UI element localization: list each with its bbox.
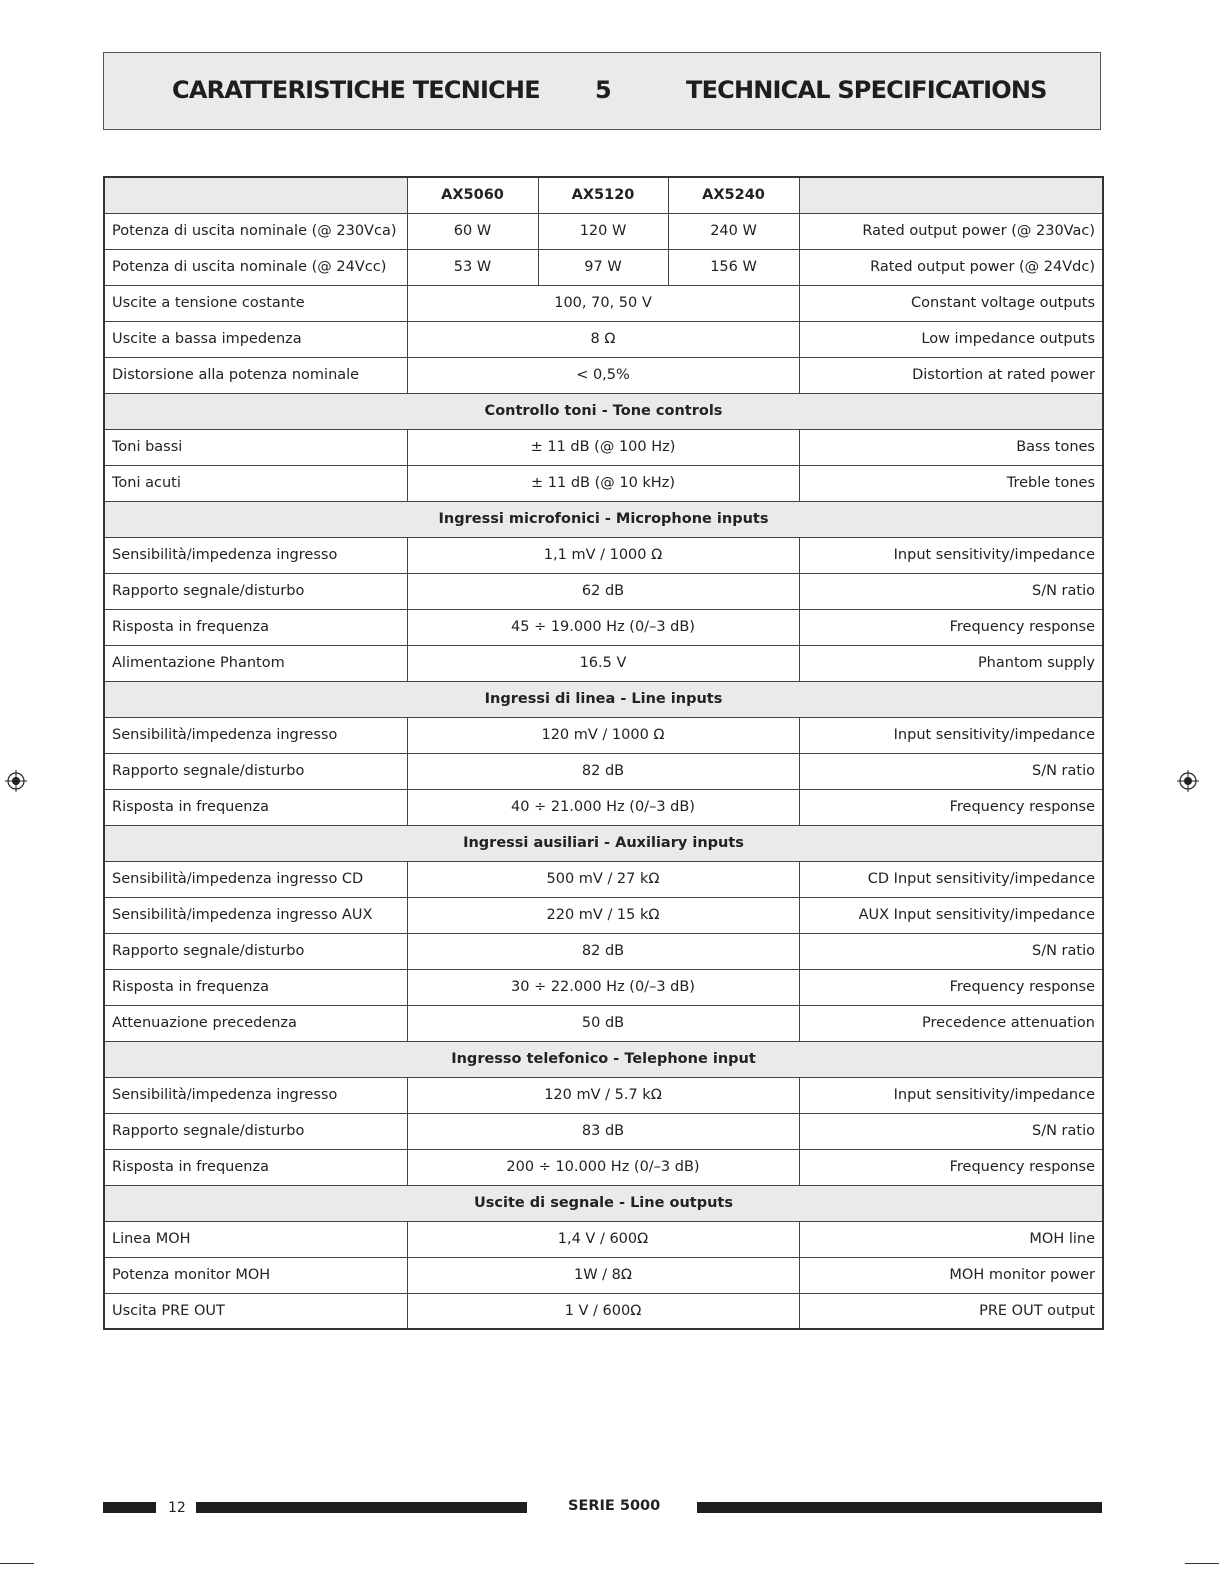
header-title-italian: CARATTERISTICHE TECNICHE (172, 76, 540, 104)
spec-label-english: Input sensitivity/impedance (799, 717, 1103, 753)
table-row (104, 609, 1103, 645)
spec-value: 500 mV / 27 kΩ (407, 861, 799, 897)
section-title: Controllo toni - Tone controls (104, 393, 1103, 429)
table-row (104, 1113, 1103, 1149)
spec-label-italian: Risposta in frequenza (104, 969, 407, 1005)
spec-label-english: Input sensitivity/impedance (799, 1077, 1103, 1113)
spec-label-italian: Rapporto segnale/disturbo (104, 933, 407, 969)
spec-value: 97 W (538, 249, 668, 285)
footer-bar-left (103, 1502, 156, 1513)
spec-value: 1W / 8Ω (407, 1257, 799, 1293)
spec-label-italian: Rapporto segnale/disturbo (104, 573, 407, 609)
specifications-table-body (104, 177, 1103, 1329)
table-row (104, 1149, 1103, 1185)
spec-label-italian: Uscite a tensione costante (104, 285, 407, 321)
spec-label-english: Treble tones (799, 465, 1103, 501)
spec-value: 62 dB (407, 573, 799, 609)
page-header (103, 52, 1101, 130)
spec-value: 82 dB (407, 933, 799, 969)
spec-label-english: MOH line (799, 1221, 1103, 1257)
spec-label-italian: Sensibilità/impedenza ingresso CD (104, 861, 407, 897)
spec-label-italian: Uscite a bassa impedenza (104, 321, 407, 357)
spec-value: 8 Ω (407, 321, 799, 357)
model-column-header: AX5240 (668, 177, 799, 213)
spec-label-english: S/N ratio (799, 753, 1103, 789)
spec-label-english: Rated output power (@ 230Vac) (799, 213, 1103, 249)
spec-label-italian: Potenza di uscita nominale (@ 230Vca) (104, 213, 407, 249)
table-row (104, 573, 1103, 609)
spec-label-english: Distortion at rated power (799, 357, 1103, 393)
table-row (104, 645, 1103, 681)
spec-value: 1,4 V / 600Ω (407, 1221, 799, 1257)
section-number: 5 (595, 76, 611, 104)
spec-label-english: CD Input sensitivity/impedance (799, 861, 1103, 897)
spec-label-english: Frequency response (799, 1149, 1103, 1185)
table-row (104, 213, 1103, 249)
spec-value: 120 mV / 1000 Ω (407, 717, 799, 753)
section-title: Ingressi microfonici - Microphone inputs (104, 501, 1103, 537)
spec-value: 40 ÷ 21.000 Hz (0/–3 dB) (407, 789, 799, 825)
spec-label-italian: Risposta in frequenza (104, 609, 407, 645)
table-row (104, 285, 1103, 321)
table-row (104, 357, 1103, 393)
spec-label-italian: Sensibilità/impedenza ingresso (104, 717, 407, 753)
spec-label-english: Bass tones (799, 429, 1103, 465)
table-row (104, 933, 1103, 969)
section-title: Uscite di segnale - Line outputs (104, 1185, 1103, 1221)
section-header-row (104, 681, 1103, 717)
spec-label-italian: Sensibilità/impedenza ingresso (104, 1077, 407, 1113)
spec-value: ± 11 dB (@ 100 Hz) (407, 429, 799, 465)
section-header-row (104, 825, 1103, 861)
spec-label-english: Phantom supply (799, 645, 1103, 681)
table-row (104, 717, 1103, 753)
footer-bar-right (697, 1502, 1102, 1513)
spec-label-italian: Uscita PRE OUT (104, 1293, 407, 1329)
table-row (104, 249, 1103, 285)
spec-label-italian: Toni bassi (104, 429, 407, 465)
spec-label-italian: Attenuazione precedenza (104, 1005, 407, 1041)
spec-label-english: Low impedance outputs (799, 321, 1103, 357)
spec-value: 53 W (407, 249, 538, 285)
spec-label-english: Rated output power (@ 24Vdc) (799, 249, 1103, 285)
table-row (104, 1077, 1103, 1113)
spec-label-english: S/N ratio (799, 1113, 1103, 1149)
spec-label-english: S/N ratio (799, 573, 1103, 609)
spec-label-english: Frequency response (799, 609, 1103, 645)
spec-label-english: S/N ratio (799, 933, 1103, 969)
specifications-table (103, 176, 1104, 1330)
model-column-header: AX5120 (538, 177, 668, 213)
spec-label-italian: Potenza monitor MOH (104, 1257, 407, 1293)
section-title: Ingresso telefonico - Telephone input (104, 1041, 1103, 1077)
table-row (104, 1221, 1103, 1257)
spec-value: 156 W (668, 249, 799, 285)
table-row (104, 861, 1103, 897)
spec-label-italian: Potenza di uscita nominale (@ 24Vcc) (104, 249, 407, 285)
spec-value: 83 dB (407, 1113, 799, 1149)
spec-label-english: AUX Input sensitivity/impedance (799, 897, 1103, 933)
series-label: SERIE 5000 (568, 1498, 661, 1514)
spec-value: 120 mV / 5.7 kΩ (407, 1077, 799, 1113)
spec-label-italian: Toni acuti (104, 465, 407, 501)
table-row (104, 321, 1103, 357)
header-blank-cell (799, 177, 1103, 213)
spec-value: 200 ÷ 10.000 Hz (0/–3 dB) (407, 1149, 799, 1185)
section-title: Ingressi di linea - Line inputs (104, 681, 1103, 717)
table-row (104, 897, 1103, 933)
spec-value: 50 dB (407, 1005, 799, 1041)
spec-label-english: MOH monitor power (799, 1257, 1103, 1293)
table-row (104, 1005, 1103, 1041)
crop-mark (1185, 1563, 1219, 1564)
crop-mark (0, 1563, 34, 1564)
registration-mark-icon (5, 770, 27, 792)
table-row (104, 1257, 1103, 1293)
spec-value: 30 ÷ 22.000 Hz (0/–3 dB) (407, 969, 799, 1005)
spec-label-english: Input sensitivity/impedance (799, 537, 1103, 573)
spec-label-italian: Alimentazione Phantom (104, 645, 407, 681)
spec-value: 120 W (538, 213, 668, 249)
spec-label-italian: Risposta in frequenza (104, 789, 407, 825)
table-header-row (104, 177, 1103, 213)
spec-value: 220 mV / 15 kΩ (407, 897, 799, 933)
spec-label-italian: Risposta in frequenza (104, 1149, 407, 1185)
table-row (104, 1293, 1103, 1329)
footer-bar-middle (196, 1502, 527, 1513)
spec-label-english: Precedence attenuation (799, 1005, 1103, 1041)
spec-value: ± 11 dB (@ 10 kHz) (407, 465, 799, 501)
spec-value: 16.5 V (407, 645, 799, 681)
table-row (104, 753, 1103, 789)
table-row (104, 429, 1103, 465)
spec-label-english: PRE OUT output (799, 1293, 1103, 1329)
table-row (104, 969, 1103, 1005)
page-number: 12 (168, 1500, 186, 1516)
section-header-row (104, 1041, 1103, 1077)
spec-label-english: Frequency response (799, 789, 1103, 825)
spec-label-english: Frequency response (799, 969, 1103, 1005)
spec-value: 100, 70, 50 V (407, 285, 799, 321)
spec-label-italian: Rapporto segnale/disturbo (104, 753, 407, 789)
spec-label-italian: Rapporto segnale/disturbo (104, 1113, 407, 1149)
section-header-row (104, 501, 1103, 537)
spec-label-italian: Sensibilità/impedenza ingresso (104, 537, 407, 573)
spec-value: 1 V / 600Ω (407, 1293, 799, 1329)
section-header-row (104, 393, 1103, 429)
header-blank-cell (104, 177, 407, 213)
registration-mark-icon (1177, 770, 1199, 792)
spec-label-italian: Sensibilità/impedenza ingresso AUX (104, 897, 407, 933)
section-title: Ingressi ausiliari - Auxiliary inputs (104, 825, 1103, 861)
spec-label-english: Constant voltage outputs (799, 285, 1103, 321)
header-title-english: TECHNICAL SPECIFICATIONS (686, 76, 1047, 104)
spec-label-italian: Distorsione alla potenza nominale (104, 357, 407, 393)
table-row (104, 537, 1103, 573)
spec-value: 82 dB (407, 753, 799, 789)
section-header-row (104, 1185, 1103, 1221)
table-row (104, 789, 1103, 825)
model-column-header: AX5060 (407, 177, 538, 213)
spec-value: 60 W (407, 213, 538, 249)
table-row (104, 465, 1103, 501)
spec-value: 240 W (668, 213, 799, 249)
spec-value: 1,1 mV / 1000 Ω (407, 537, 799, 573)
spec-value: < 0,5% (407, 357, 799, 393)
spec-value: 45 ÷ 19.000 Hz (0/–3 dB) (407, 609, 799, 645)
spec-label-italian: Linea MOH (104, 1221, 407, 1257)
